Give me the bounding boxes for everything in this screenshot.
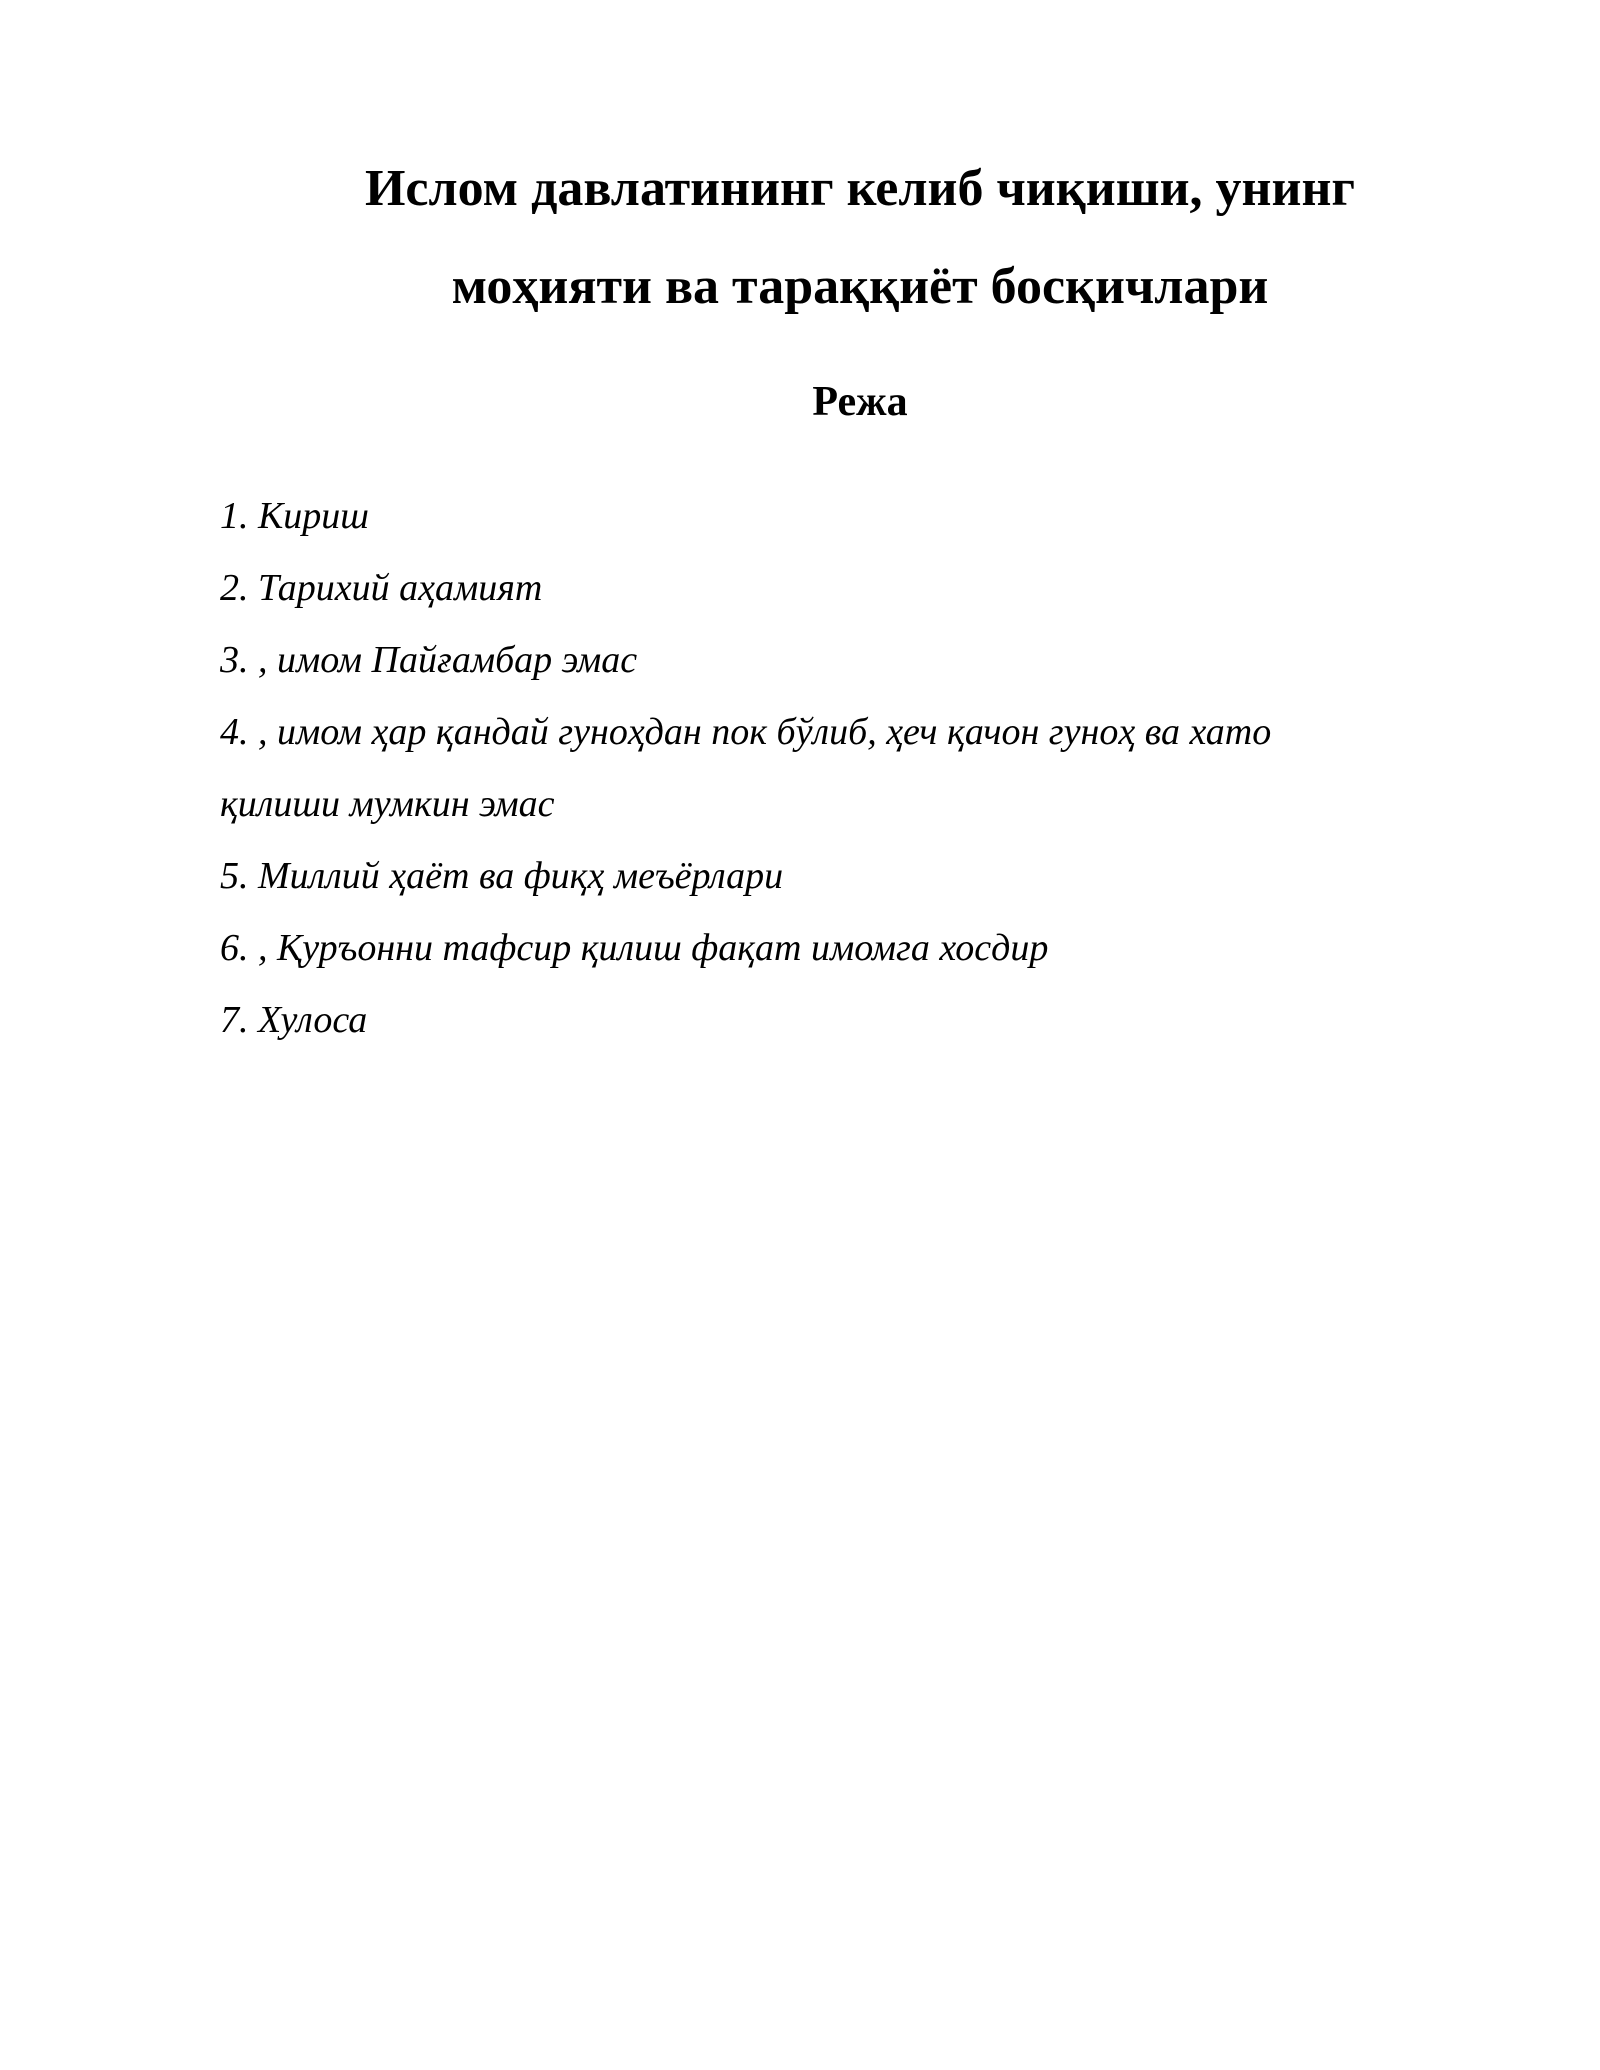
plan-item: 1. Кириш	[220, 495, 369, 537]
plan-item: 5. Миллий ҳаёт ва фиқҳ меъёрлари	[220, 855, 784, 897]
plan-item: 6. , Қуръонни тафсир қилиш фақат имомга хосдир	[220, 927, 1049, 969]
plan-item: 3. , имом Пайғамбар эмас	[220, 639, 638, 681]
plan-item: 7. Хулоса	[220, 999, 368, 1041]
plan-heading: Режа	[812, 379, 908, 425]
title-line-2: моҳияти ва тараққиёт босқичлари	[451, 258, 1269, 315]
plan-item: 2. Тарихий аҳамият	[220, 567, 543, 609]
title-line-1: Ислом давлатининг келиб чиқиши, унинг	[364, 160, 1356, 217]
document-title	[220, 140, 1500, 336]
plan-item: 4. , имом ҳар қандай гуноҳдан пок бўлиб, ҳеч қачон гуноҳ ва хато қилиши мумкин эмас	[220, 711, 1272, 825]
plan-list	[220, 480, 1400, 1056]
